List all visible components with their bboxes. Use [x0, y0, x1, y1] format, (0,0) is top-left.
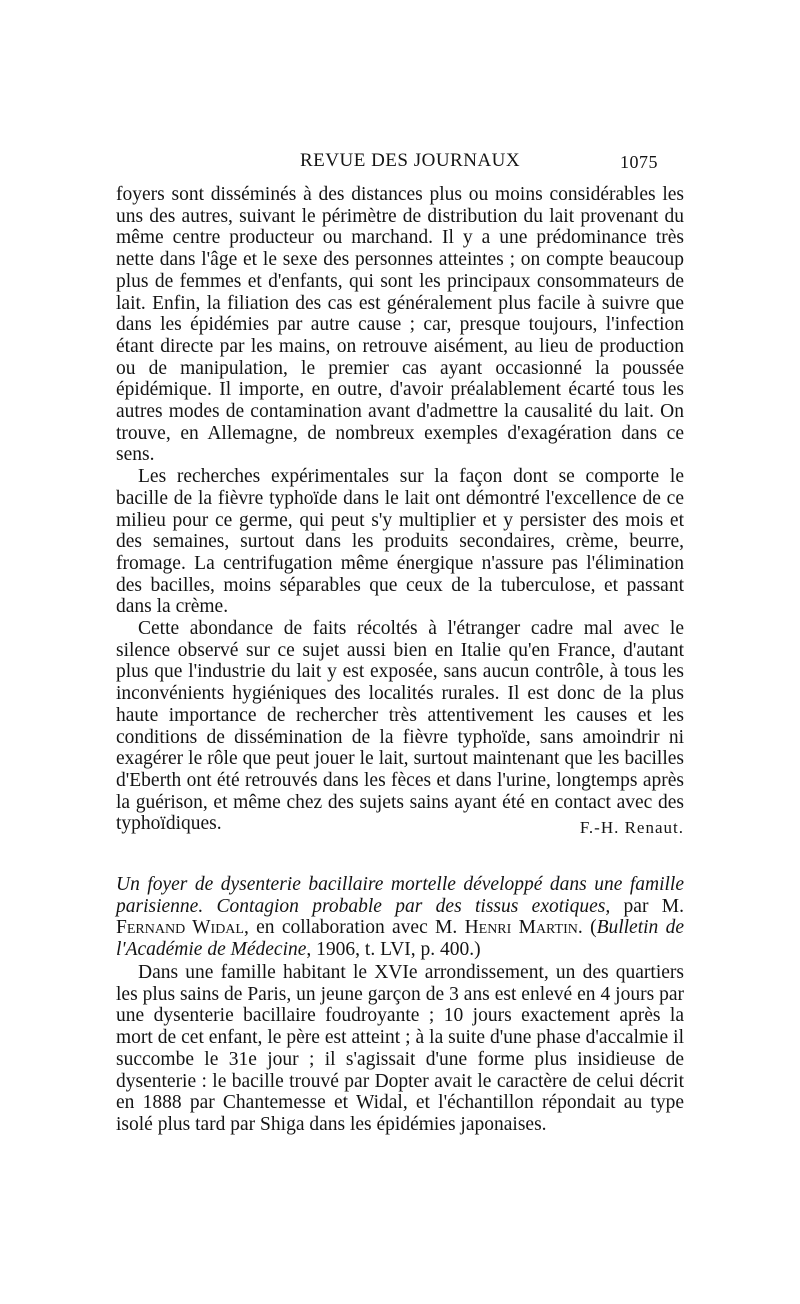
article-2-title: Un foyer de dysenterie bacillaire mortelle développé dans une famille parisienne. Contagion probable par des tissus exotiques,	[116, 874, 684, 917]
collab-text: , en collaboration avec M.	[243, 917, 465, 939]
source-journal: Bulletin de l'Académie de Médecine	[116, 917, 685, 961]
article-1-signature	[500, 818, 684, 838]
article-2-citation	[116, 874, 684, 961]
page-number: 1075	[620, 152, 658, 172]
article-1-paragraph-2: Les recherches expérimentales sur la façon dont se comporte le bacille de la fièvre typhoïde dans le lait ont démontré l'excellence de ce milieu pour ce germe, qui peut s'y multiplier et y persister des mois et des semaines, surtout dans les produits secondaires, crème, beurre, fromage. La centrifugation même énergique n'assure pas l'élimination des bacilles, moins séparables que ceux de la tuberculose, et passant dans la crème.	[116, 466, 684, 618]
article-1-paragraph-3: Cette abondance de faits récoltés à l'étranger cadre mal avec le silence observé sur ce sujet aussi bien en Italie qu'en France, d'autant plus que l'industrie du lait y est exposée, sans aucun contrôle, à tous les inconvénients hygiéniques des localités rurales. Il est donc de la plus haute importance de rechercher très attentivement les causes et les conditions de dissémination de la fièvre typhoïde, sans amoindrir ni exagérer le rôle que peut jouer le lait, surtout maintenant que les bacilles d'Eberth ont été retrouvés dans les fèces et dans l'urine, longtemps après la guérison, et même chez des sujets sains ayant été en contact avec des typhoïdiques.	[116, 618, 684, 835]
signature-text: F.-H. Renaut.	[579, 818, 684, 837]
page-header	[0, 150, 800, 178]
article-2-paragraph-1: Dans une famille habitant le XVIe arrondissement, un des quartiers les plus sains de Paris, un jeune garçon de 3 ans est enlevé en 4 jours par une dysenterie bacillaire foudroyante ; 10 jours exactement après la mort de cet enfant, le père est atteint ; à la suite d'une phase d'accalmie il succombe le 31e jour ; il s'agissait d'une forme plus insidieuse de dysenterie : le bacille trouvé par Dopter avait le caractère de celui décrit en 1888 par Chantemesse et Widal, et l'échantillon répondait au type isolé plus tard par Shiga dans les épidémies japonaises.	[116, 962, 684, 1135]
article-1-paragraph-1: foyers sont disséminés à des distances plus ou moins considérables les uns des autres, suivant le périmètre de distribution du lait provenant du même centre producteur ou marchand. Il y a une prédominance très nette dans l'âge et le sexe des personnes atteintes ; on compte beaucoup plus de femmes et d'enfants, qui sont les principaux consommateurs de lait. Enfin, la filiation des cas est généralement plus facile à suivre que dans les épidémies par autre cause ; car, presque toujours, l'infection étant directe par les mains, on retrouve aisément, au lieu de production ou de manipulation, le premier cas ayant occasionné la poussée épidémique. Il importe, en outre, d'avoir préalablement écarté tous les autres modes de contamination avant d'admettre la causalité du lait. On trouve, en Allemagne, de nombreux exemples d'exagération dans ce sens.	[116, 184, 684, 466]
article-2-body	[116, 962, 684, 1136]
source-details: , 1906, t. LVI, p. 400.)	[306, 939, 481, 961]
by-prefix: par M.	[610, 895, 684, 917]
author-2: Henri Martin	[464, 917, 578, 939]
running-title: REVUE DES JOURNAUX	[300, 150, 521, 171]
article-1-body	[116, 184, 684, 835]
author-1: Fernand Widal	[116, 917, 244, 939]
source-open: . (	[577, 917, 597, 939]
